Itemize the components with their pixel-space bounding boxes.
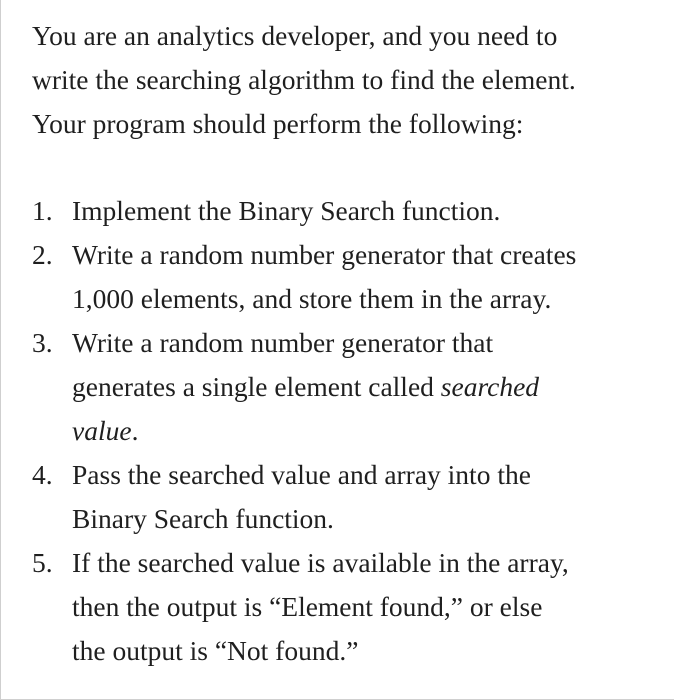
step-text-italic: searched bbox=[440, 371, 540, 402]
step-text-line bbox=[72, 365, 652, 409]
intro-paragraph bbox=[32, 14, 652, 146]
step-number: 1. bbox=[32, 195, 53, 226]
step-text-line: then the output is “Element found,” or else bbox=[72, 591, 543, 622]
step-number: 2. bbox=[32, 239, 53, 270]
step-text-line: Write a random number generator that creates bbox=[72, 239, 577, 270]
step-number: 4. bbox=[32, 459, 53, 490]
intro-line: You are an analytics developer, and you need to bbox=[32, 20, 558, 51]
step-text-italic: value bbox=[72, 415, 132, 446]
step-item-5 bbox=[32, 541, 652, 673]
step-item-4 bbox=[32, 453, 652, 541]
step-text-line: 1,000 elements, and store them in the array. bbox=[72, 283, 552, 314]
step-text-plain: generates a single element called bbox=[72, 371, 441, 402]
intro-line: Your program should perform the following: bbox=[32, 108, 524, 139]
step-text-line: If the searched value is available in the array, bbox=[72, 547, 569, 578]
steps-list bbox=[32, 189, 652, 673]
step-text-line bbox=[72, 409, 652, 453]
step-text-line: Binary Search function. bbox=[72, 503, 334, 534]
document-body bbox=[32, 14, 652, 673]
step-text-plain: . bbox=[131, 415, 139, 446]
step-text-line: Implement the Binary Search function. bbox=[72, 195, 501, 226]
step-item-1 bbox=[32, 189, 652, 233]
step-item-3 bbox=[32, 321, 652, 453]
step-text-line: the output is “Not found.” bbox=[72, 635, 359, 666]
intro-line: write the searching algorithm to find the element. bbox=[32, 64, 576, 95]
step-text-line: Pass the searched value and array into the bbox=[72, 459, 531, 490]
step-number: 5. bbox=[32, 547, 53, 578]
step-item-2 bbox=[32, 233, 652, 321]
step-number: 3. bbox=[32, 327, 53, 358]
step-text-line: Write a random number generator that bbox=[72, 327, 494, 358]
